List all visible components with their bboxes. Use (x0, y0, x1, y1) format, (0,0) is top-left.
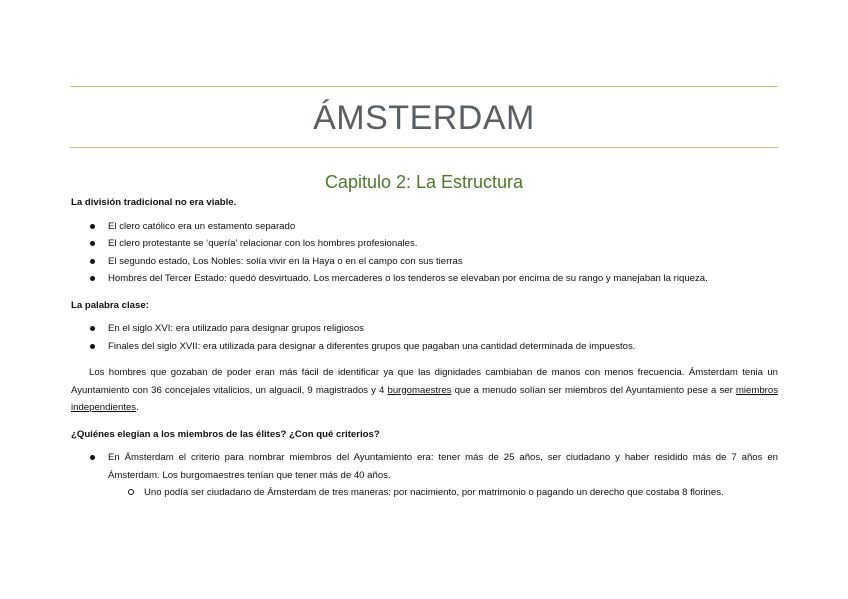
section-heading-division: La división tradicional no era viable. (71, 197, 237, 208)
sub-bullet-list (71, 484, 778, 502)
paragraph-text: que a menudo solían ser miembros del Ayuntamiento pese a ser (451, 384, 736, 396)
list-item: El segundo estado, Los Nobles: solía vivir en la Haya o en el campo con sus tierras (71, 253, 778, 271)
list-item: Hombres del Tercer Estado: quedó desvirtuado. Los mercaderes o los tenderos se elevaban por encima de su rango y manejaban la riqueza. (71, 270, 778, 288)
document-body (71, 194, 778, 502)
title-rule-bottom (70, 147, 778, 148)
paragraph-text: Los hombres que gozaban de poder eran más fácil de identificar ya que las dignidades cambiaban de manos con menos frecuencia. Ámsterdam tenia un Ayuntamiento con 36 concejales vitalicios, un alguacil, 9 magistrados y 4 (71, 367, 778, 396)
sub-list-item: Uno podía ser ciudadano de Ámsterdam de tres maneras: por nacimiento, por matrimonio o pagando un derecho que costaba 8 florines. (71, 484, 778, 502)
chapter-heading: Capitulo 2: La Estructura (324, 172, 524, 192)
list-item: El clero católico era un estamento separado (71, 218, 778, 236)
paragraph-text: . (136, 402, 139, 413)
underlined-term-miembros: miembros independientes (71, 384, 778, 413)
section-heading-elites: ¿Quiénes elegían a los miembros de las élites? ¿Con qué criterios? (71, 428, 380, 440)
list-item: El clero protestante se ‘quería’ relacionar con los hombres profesionales. (71, 235, 778, 253)
bullet-list-division (71, 218, 778, 288)
bullet-list-elites (71, 449, 778, 484)
section-heading-clase: La palabra clase: (71, 299, 149, 311)
bullet-list-clase (71, 320, 778, 355)
underlined-term-burgomaestres: burgomaestres (387, 384, 452, 396)
page-title: ÁMSTERDAM (313, 99, 535, 137)
list-item: Finales del siglo XVII: era utilizada para designar a diferentes grupos que pagaban una cantidad determinada de impuestos. (71, 338, 778, 356)
list-item: En Ámsterdam el criterio para nombrar miembros del Ayuntamiento era: tener más de 25 años, ser ciudadano y haber residido más de 7 años en Ámsterdam. Los burgomaestres tenían que tener más de 40 años. (71, 449, 778, 484)
title-rule-top (70, 86, 778, 87)
list-item: En el siglo XVI: era utilizado para designar grupos religiosos (71, 320, 778, 338)
body-paragraph (71, 364, 778, 417)
